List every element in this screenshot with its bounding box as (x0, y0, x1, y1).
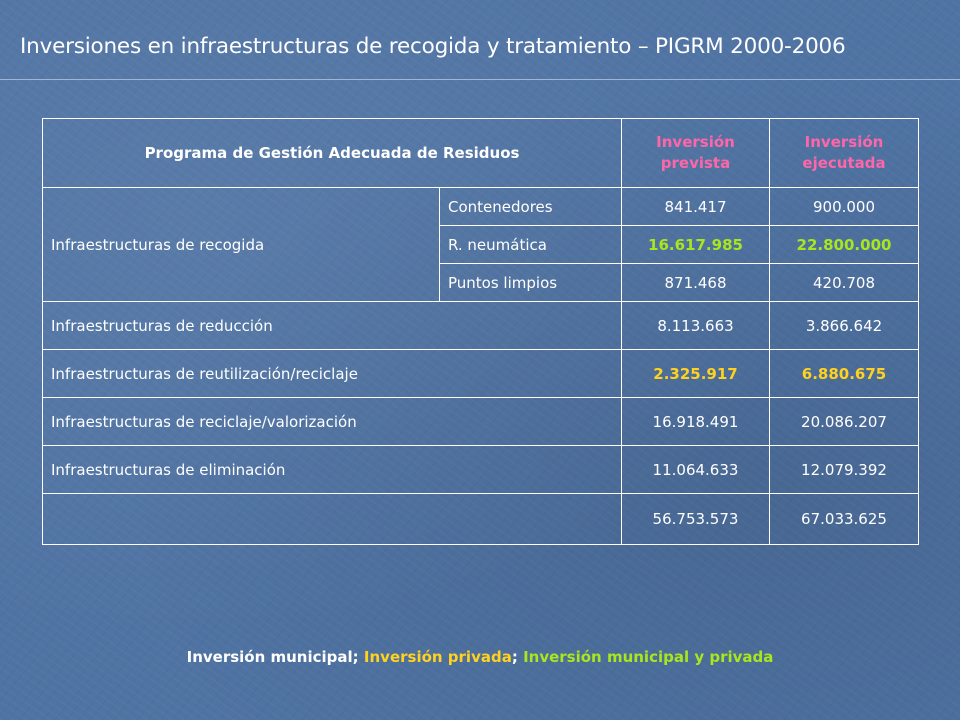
legend-privada: Inversión privada (363, 648, 512, 666)
legend-separator: ; (352, 648, 364, 666)
title-divider (0, 79, 960, 80)
legend-separator: ; (511, 648, 524, 666)
table-row (43, 302, 919, 350)
cell-ejecutada: 6.880.675 (770, 350, 919, 398)
table-row (43, 350, 919, 398)
cell-ejecutada: 900.000 (770, 188, 919, 226)
row-label-recogida: Infraestructuras de recogida (43, 188, 440, 302)
sub-label-r-neumatica: R. neumática (440, 226, 622, 264)
table-row (43, 188, 919, 226)
cell-prevista: 16.918.491 (622, 398, 770, 446)
total-prevista: 56.753.573 (622, 494, 770, 545)
cell-prevista: 871.468 (622, 264, 770, 302)
color-legend (0, 648, 960, 666)
cell-ejecutada: 3.866.642 (770, 302, 919, 350)
header-inversion-ejecutada (770, 119, 919, 188)
header-prevista-line2: prevista (660, 154, 731, 172)
cell-prevista: 8.113.663 (622, 302, 770, 350)
slide-title: Inversiones en infraestructuras de recogida y tratamiento – PIGRM 2000-2006 (20, 34, 846, 59)
legend-municipal: Inversión municipal (186, 648, 353, 666)
header-ejecutada-line1: Inversión (804, 133, 884, 151)
row-label-reutilizacion: Infraestructuras de reutilización/reciclaje (43, 350, 622, 398)
sub-label-contenedores: Contenedores (440, 188, 622, 226)
cell-ejecutada: 20.086.207 (770, 398, 919, 446)
sub-label-puntos-limpios: Puntos limpios (440, 264, 622, 302)
cell-ejecutada: 420.708 (770, 264, 919, 302)
header-prevista-line1: Inversión (656, 133, 735, 151)
header-inversion-prevista (622, 119, 770, 188)
cell-prevista: 16.617.985 (622, 226, 770, 264)
header-program: Programa de Gestión Adecuada de Residuos (43, 119, 622, 188)
investment-table (42, 118, 919, 545)
total-label (43, 494, 622, 545)
table-row (43, 446, 919, 494)
cell-prevista: 11.064.633 (622, 446, 770, 494)
cell-prevista: 841.417 (622, 188, 770, 226)
table-total-row (43, 494, 919, 545)
total-ejecutada: 67.033.625 (770, 494, 919, 545)
row-label-reduccion: Infraestructuras de reducción (43, 302, 622, 350)
table-header-row (43, 119, 919, 188)
table-row (43, 398, 919, 446)
legend-mixta: Inversión municipal y privada (523, 648, 774, 666)
cell-ejecutada: 22.800.000 (770, 226, 919, 264)
row-label-eliminacion: Infraestructuras de eliminación (43, 446, 622, 494)
cell-ejecutada: 12.079.392 (770, 446, 919, 494)
row-label-valorizacion: Infraestructuras de reciclaje/valorización (43, 398, 622, 446)
header-ejecutada-line2: ejecutada (802, 154, 886, 172)
cell-prevista: 2.325.917 (622, 350, 770, 398)
